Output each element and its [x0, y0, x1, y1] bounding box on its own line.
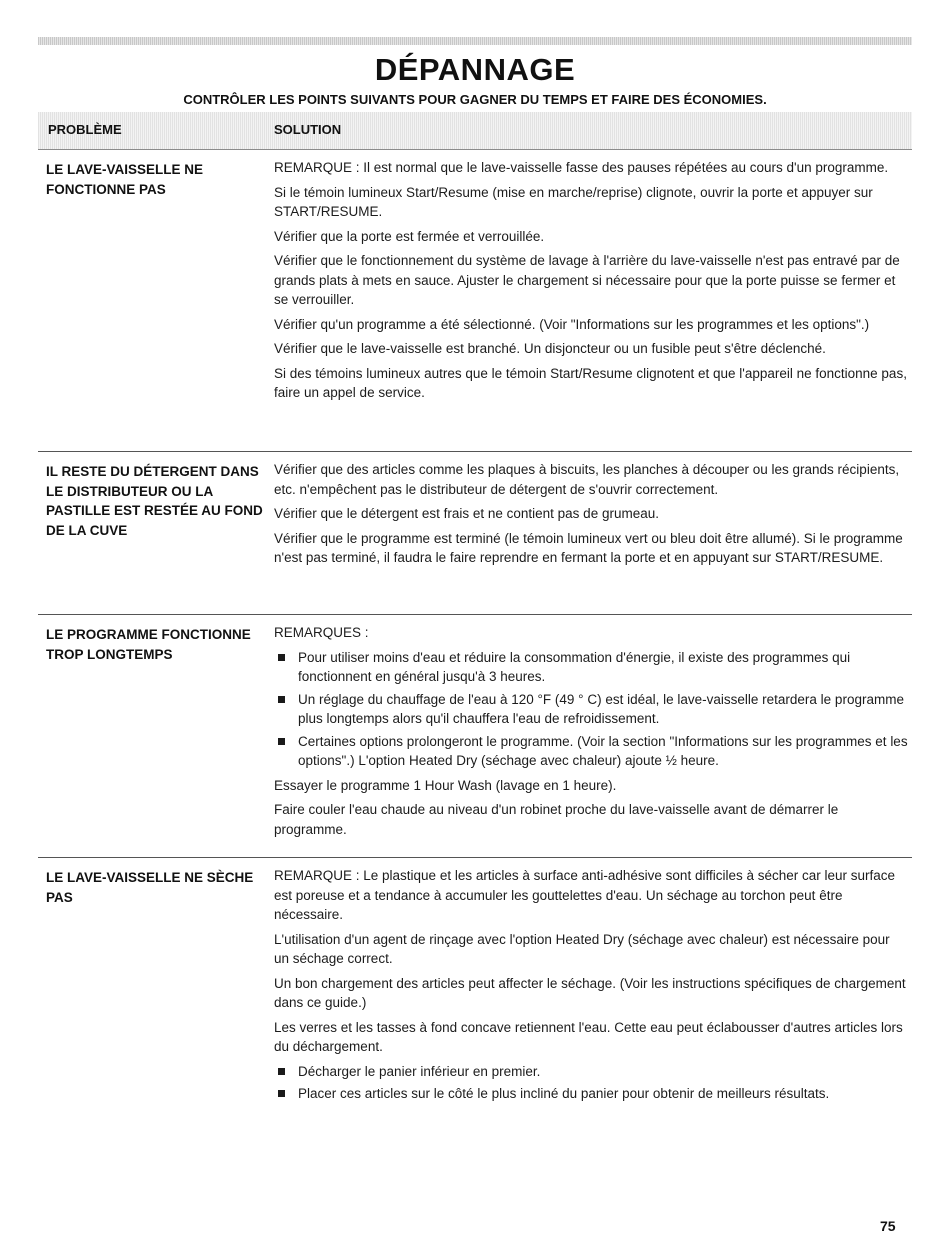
solution-cell [274, 158, 908, 408]
list-item-text: Certaines options prolongeront le programme. (Voir la section "Informations sur les programmes et les options".) L'option Heated Dry (séchage avec chaleur) ajoute ½ heure. [298, 733, 908, 768]
solution-paragraph: Si des témoins lumineux autres que le témoin Start/Resume clignotent et que l'appareil ne fonctionne pas, faire un appel de service. [274, 365, 907, 400]
square-bullet-icon [278, 1068, 285, 1075]
table-row [38, 857, 912, 1101]
solution-paragraph: Vérifier que le programme est terminé (le témoin lumineux vert ou bleu doit être allumé). Si le programme n'est pas terminé, il faudra le faire reprendre en fermant la porte et en appuyant sur START/RESUME. [274, 530, 903, 565]
square-bullet-icon [278, 696, 285, 703]
column-header-solution: SOLUTION [274, 122, 342, 137]
solution-paragraph: REMARQUES : [274, 625, 369, 640]
list-item-text: Décharger le panier inférieur en premier. [298, 1063, 541, 1079]
problem-cell: IL RESTE DU DÉTERGENT DANS LE DISTRIBUTEUR OU LA PASTILLE EST RESTÉE AU FOND DE LA CUVE [46, 464, 263, 538]
solution-paragraph: Vérifier que le détergent est frais et ne contient pas de grumeau. [274, 506, 659, 521]
table-row [38, 614, 912, 837]
solution-paragraph: Faire couler l'eau chaude au niveau d'un robinet proche du lave-vaisselle avant de démarrer le programme. [274, 802, 839, 837]
list-item-text: Un réglage du chauffage de l'eau à 120 °F (49 ° C) est idéal, le lave-vaisselle retardera le programme plus longtemps alors qu'il chauffera l'eau de refroidissement. [298, 691, 904, 726]
column-header-problem: PROBLÈME [48, 122, 122, 137]
solution-paragraph: Vérifier que la porte est fermée et verrouillée. [274, 228, 545, 244]
list-item-text: Placer ces articles sur le côté le plus incliné du panier pour obtenir de meilleurs résultats. [298, 1086, 830, 1101]
page-title: DÉPANNAGE [374, 52, 576, 87]
solution-cell [274, 460, 908, 573]
bullet-list [274, 1062, 908, 1104]
solution-paragraph: Un bon chargement des articles peut affecter le séchage. (Voir les instructions spécifiques de chargement dans ce guide.) [274, 975, 906, 1010]
solution-paragraph: REMARQUE : Le plastique et les articles à surface anti-adhésive sont difficiles à sécher car leur surface est poreuse et a tendance à accumuler les gouttelettes d'eau. Un séchage au torchon peut être nécessaire. [274, 868, 896, 922]
solution-paragraph: Vérifier qu'un programme a été sélectionné. (Voir "Informations sur les programmes et les options".) [274, 316, 870, 332]
solution-cell [274, 866, 908, 1109]
square-bullet-icon [278, 738, 285, 745]
problem-cell: LE LAVE-VAISSELLE NE SÈCHE PAS [46, 870, 254, 905]
problem-cell: LE LAVE-VAISSELLE NE FONCTIONNE PAS [46, 162, 204, 197]
solution-paragraph: Si le témoin lumineux Start/Resume (mise en marche/reprise) clignote, ouvrir la porte et appuyer sur START/RESUME. [274, 184, 873, 219]
solution-paragraph: L'utilisation d'un agent de rinçage avec l'option Heated Dry (séchage avec chaleur) est nécessaire pour un séchage correct. [274, 931, 890, 966]
list-item [274, 690, 908, 729]
top-decorative-band [38, 37, 912, 45]
page-number: 75 [880, 1218, 896, 1234]
solution-paragraph: Vérifier que le lave-vaisselle est branché. Un disjoncteur ou un fusible peut s'être déclenché. [274, 341, 826, 356]
problem-cell: LE PROGRAMME FONCTIONNE TROP LONGTEMPS [46, 627, 251, 662]
list-item-text: Pour utiliser moins d'eau et réduire la consommation d'énergie, il existe des programmes qui fonctionnent en général jusqu'à 3 heures. [298, 649, 851, 684]
table-row [38, 451, 912, 565]
list-item [274, 1084, 908, 1104]
list-item [274, 648, 908, 687]
bullet-list [274, 648, 908, 771]
solution-paragraph: Les verres et les tasses à fond concave retiennent l'eau. Cette eau peut éclabousser d'autres articles lors du déchargement. [274, 1019, 903, 1054]
page-subtitle: CONTRÔLER LES POINTS SUIVANTS POUR GAGNER DU TEMPS ET FAIRE DES ÉCONOMIES. [183, 92, 767, 107]
solution-paragraph: Vérifier que des articles comme les plaques à biscuits, les planches à découper ou les grands récipients, etc. n'empêchent pas le distributeur de détergent de s'ouvrir correctement. [274, 462, 900, 497]
square-bullet-icon [278, 1090, 285, 1097]
square-bullet-icon [278, 654, 285, 661]
solution-paragraph: Essayer le programme 1 Hour Wash (lavage en 1 heure). [274, 777, 617, 793]
solution-paragraph: Vérifier que le fonctionnement du système de lavage à l'arrière du lave-vaisselle n'est pas entravé par de grands plats à mets en sauce. Ajuster le chargement si nécessaire pour que la porte puisse se fermer et se verrouiller. [274, 253, 900, 307]
list-item [274, 1062, 908, 1082]
solution-cell [274, 623, 908, 844]
table-header [38, 112, 912, 150]
list-item [274, 732, 908, 771]
solution-paragraph: REMARQUE : Il est normal que le lave-vaisselle fasse des pauses répétées au cours d'un programme. [274, 160, 889, 175]
